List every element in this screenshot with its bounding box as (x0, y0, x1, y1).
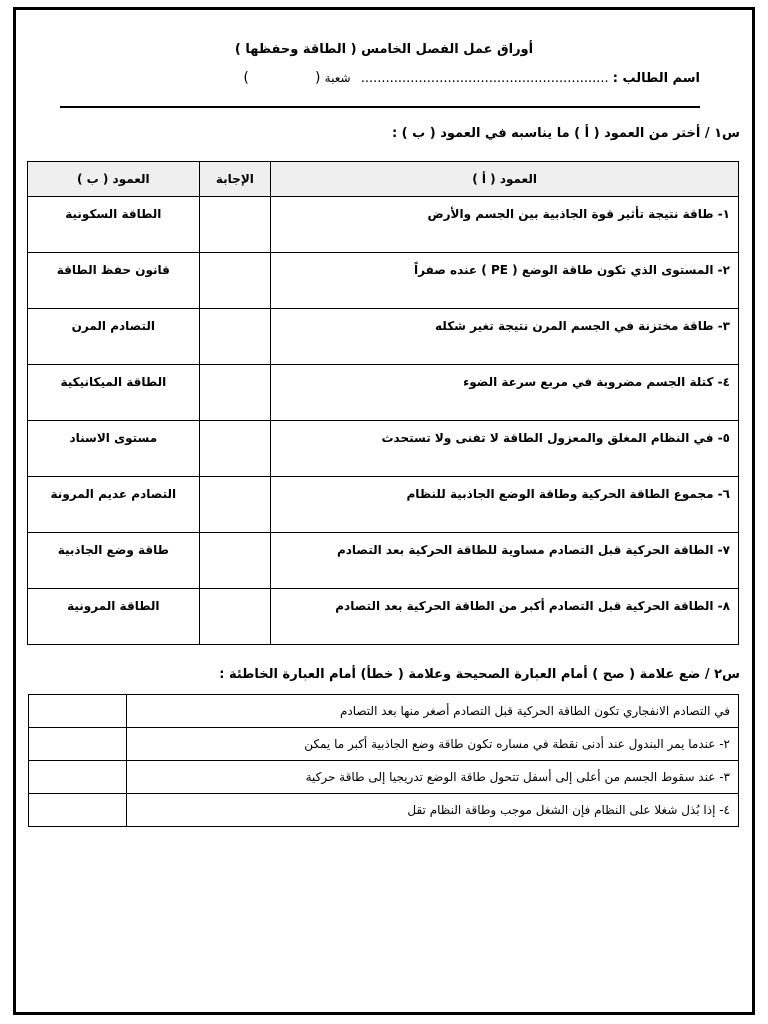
student-name-blank[interactable]: ............................................................ (360, 71, 609, 86)
section-blank[interactable] (253, 71, 311, 86)
column-a-item: ٢- المستوى الذي تكون طاقة الوضع ( PE ) عنده صفراً (271, 253, 739, 309)
column-b-item: الطاقة السكونية (28, 197, 200, 253)
answer-box[interactable] (29, 794, 127, 827)
table-row (28, 365, 739, 421)
section-open-paren: ( (315, 70, 321, 86)
column-a-item: ٥- في النظام المغلق والمعزول الطاقة لا تفنى ولا تستحدث (271, 421, 739, 477)
table-row (28, 477, 739, 533)
answer-box[interactable] (29, 695, 127, 728)
statement-text: ٣- عند سقوط الجسم من أعلى إلى أسفل تتحول طاقة الوضع تدريجيا إلى طاقة حركية (127, 761, 739, 794)
column-b-item: الطاقة المرونية (28, 589, 200, 645)
column-b-item: طاقة وضع الجاذبية (28, 533, 200, 589)
matching-header-row (28, 162, 739, 197)
table-row (29, 794, 739, 827)
table-row (29, 728, 739, 761)
worksheet-title: أوراق عمل الفصل الخامس ( الطاقة وحفظها ) (234, 42, 534, 57)
student-name-label: اسم الطالب : (612, 71, 700, 86)
table-row (28, 421, 739, 477)
answer-cell[interactable] (199, 309, 271, 365)
column-a-item: ٧- الطاقة الحركية قبل التصادم مساوية للطاقة الحركية بعد التصادم (271, 533, 739, 589)
table-row (28, 309, 739, 365)
statement-text: في التصادم الانفجاري تكون الطاقة الحركية قبل التصادم أصغر منها بعد التصادم (127, 695, 739, 728)
answer-cell[interactable] (199, 365, 271, 421)
answer-cell[interactable] (199, 421, 271, 477)
answer-cell[interactable] (199, 589, 271, 645)
column-a-item: ٤- كتلة الجسم مضروبة في مربع سرعة الضوء (271, 365, 739, 421)
table-row (28, 589, 739, 645)
column-a-item: ١- طاقة نتيجة تأثير قوة الجاذبية بين الجسم والأرض (271, 197, 739, 253)
column-b-item: مستوى الاسناد (28, 421, 200, 477)
section-close-paren: ) (243, 70, 249, 86)
column-b-item: الطاقة الميكانيكية (28, 365, 200, 421)
answer-cell[interactable] (199, 253, 271, 309)
table-row (28, 533, 739, 589)
statement-text: ٢- عندما يمر البندول عند أدنى نقطة في مساره تكون طاقة وضع الجاذبية أكبر ما يمكن (127, 728, 739, 761)
true-false-table (28, 694, 739, 827)
answer-box[interactable] (29, 728, 127, 761)
answer-column-header: الإجابة (199, 162, 271, 197)
question-2-heading: س٢ / ضع علامة ( صح ) أمام العبارة الصحيحة وعلامة ( خطأ) أمام العبارة الخاطئة : (219, 667, 740, 682)
table-row (29, 695, 739, 728)
table-row (29, 761, 739, 794)
header-divider (60, 106, 700, 108)
answer-cell[interactable] (199, 197, 271, 253)
answer-cell[interactable] (199, 533, 271, 589)
student-info-row (60, 70, 700, 90)
column-a-item: ٨- الطاقة الحركية قبل التصادم أكبر من الطاقة الحركية بعد التصادم (271, 589, 739, 645)
table-row (28, 253, 739, 309)
answer-cell[interactable] (199, 477, 271, 533)
answer-box[interactable] (29, 761, 127, 794)
section-label: شعبة (324, 71, 351, 85)
matching-table (27, 161, 739, 645)
question-1-heading: س١ / أختر من العمود ( أ ) ما يناسبه في العمود ( ب ) : (391, 126, 740, 141)
statement-text: ٤- إذا بُذل شغلا على النظام فإن الشغل موجب وطاقة النظام تقل (127, 794, 739, 827)
column-b-header: العمود ( ب ) (28, 162, 200, 197)
table-row (28, 197, 739, 253)
column-a-item: ٦- مجموع الطاقة الحركية وطاقة الوضع الجاذبية للنظام (271, 477, 739, 533)
column-b-item: التصادم عديم المرونة (28, 477, 200, 533)
column-a-item: ٣- طاقة مختزنة في الجسم المرن نتيجة تغير شكله (271, 309, 739, 365)
column-b-item: قانون حفظ الطاقة (28, 253, 200, 309)
column-b-item: التصادم المرن (28, 309, 200, 365)
column-a-header: العمود ( أ ) (271, 162, 739, 197)
